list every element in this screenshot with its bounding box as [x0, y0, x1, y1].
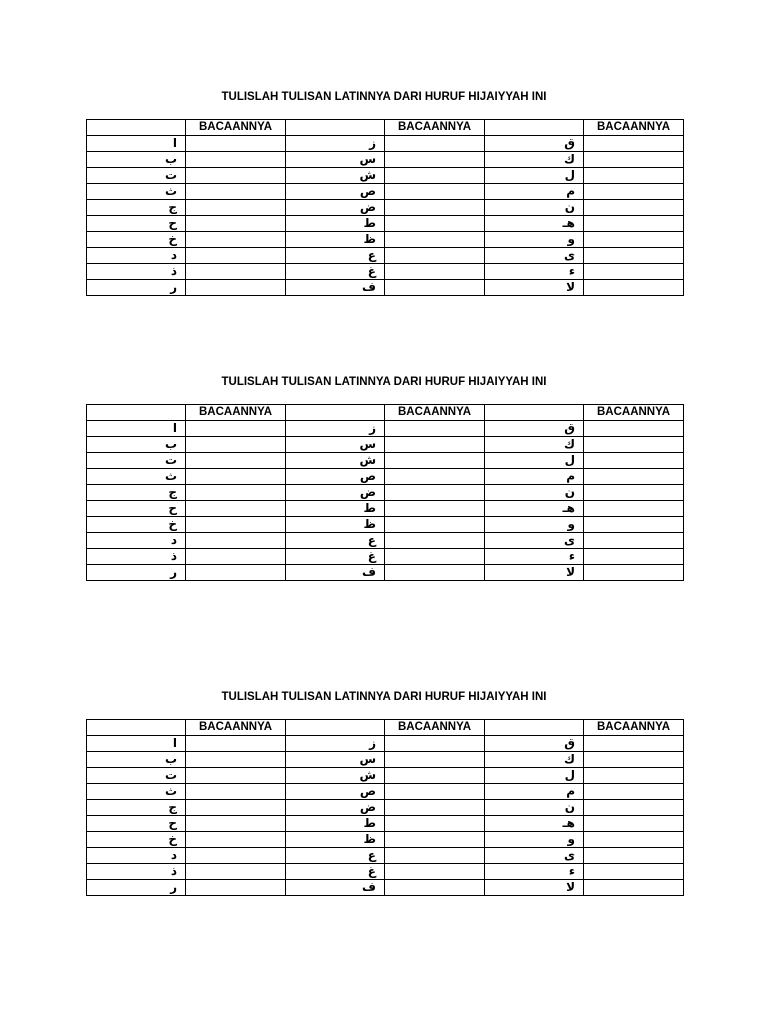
hijaiyah-letter: س [286, 437, 385, 453]
hijaiyah-letter: ء [485, 264, 584, 280]
hijaiyah-letter: ت [87, 453, 186, 469]
hijaiyah-letter: ص [286, 784, 385, 800]
hijaiyah-letter: ث [87, 184, 186, 200]
answer-cell[interactable] [385, 736, 485, 752]
hijaiyah-letter: ل [485, 768, 584, 784]
hijaiyah-letter: و [485, 517, 584, 533]
answer-cell[interactable] [186, 533, 286, 549]
hijaiyah-letter: ل [485, 453, 584, 469]
letter-column-header [286, 720, 385, 736]
answer-cell[interactable] [584, 800, 684, 816]
table-row [87, 784, 684, 800]
bacaannya-header: BACAANNYA [186, 405, 286, 421]
answer-cell[interactable] [385, 152, 485, 168]
answer-cell[interactable] [584, 816, 684, 832]
table-row [87, 248, 684, 264]
table-row [87, 848, 684, 864]
hijaiyah-letter: ا [87, 421, 186, 437]
table-row [87, 453, 684, 469]
answer-cell[interactable] [385, 437, 485, 453]
hijaiyah-letter: ظ [286, 232, 385, 248]
answer-cell[interactable] [584, 200, 684, 216]
hijaiyah-letter: ى [485, 848, 584, 864]
hijaiyah-letter: ض [286, 200, 385, 216]
hijaiyah-letter: ج [87, 485, 186, 501]
hijaiyah-letter: ء [485, 864, 584, 880]
answer-cell[interactable] [186, 136, 286, 152]
answer-cell[interactable] [186, 469, 286, 485]
bacaannya-header: BACAANNYA [186, 120, 286, 136]
hijaiyah-letter: ا [87, 736, 186, 752]
hijaiyah-letter: ع [286, 848, 385, 864]
table-row [87, 752, 684, 768]
answer-cell[interactable] [186, 485, 286, 501]
answer-cell[interactable] [584, 248, 684, 264]
hijaiyah-letter: ز [286, 136, 385, 152]
bacaannya-header: BACAANNYA [186, 720, 286, 736]
letter-column-header [485, 120, 584, 136]
answer-cell[interactable] [584, 421, 684, 437]
hijaiyah-letter: ب [87, 437, 186, 453]
hijaiyah-letter: ت [87, 768, 186, 784]
answer-cell[interactable] [385, 232, 485, 248]
answer-cell[interactable] [385, 848, 485, 864]
answer-cell[interactable] [385, 549, 485, 565]
answer-cell[interactable] [584, 437, 684, 453]
hijaiyah-letter: ف [286, 565, 385, 581]
answer-cell[interactable] [584, 469, 684, 485]
table-row [87, 549, 684, 565]
hijaiyah-table [86, 119, 684, 296]
answer-cell[interactable] [186, 864, 286, 880]
hijaiyah-letter: ح [87, 816, 186, 832]
hijaiyah-letter: ظ [286, 517, 385, 533]
hijaiyah-letter: خ [87, 517, 186, 533]
hijaiyah-letter: ب [87, 152, 186, 168]
hijaiyah-letter: غ [286, 264, 385, 280]
answer-cell[interactable] [186, 768, 286, 784]
hijaiyah-letter: هـ [485, 216, 584, 232]
answer-cell[interactable] [584, 784, 684, 800]
worksheet-1 [86, 88, 682, 296]
hijaiyah-letter: ن [485, 800, 584, 816]
table-row [87, 437, 684, 453]
table-row [87, 216, 684, 232]
hijaiyah-letter: ت [87, 168, 186, 184]
hijaiyah-letter: ق [485, 421, 584, 437]
hijaiyah-letter: د [87, 248, 186, 264]
hijaiyah-letter: ز [286, 421, 385, 437]
hijaiyah-letter: و [485, 832, 584, 848]
answer-cell[interactable] [186, 453, 286, 469]
hijaiyah-letter: ظ [286, 832, 385, 848]
hijaiyah-letter: ق [485, 136, 584, 152]
answer-cell[interactable] [186, 232, 286, 248]
answer-cell[interactable] [186, 437, 286, 453]
answer-cell[interactable] [385, 453, 485, 469]
hijaiyah-letter: ط [286, 501, 385, 517]
table-row [87, 184, 684, 200]
answer-cell[interactable] [584, 232, 684, 248]
table-row [87, 136, 684, 152]
answer-cell[interactable] [385, 248, 485, 264]
hijaiyah-letter: س [286, 752, 385, 768]
hijaiyah-letter: ش [286, 168, 385, 184]
answer-cell[interactable] [584, 485, 684, 501]
table-row [87, 816, 684, 832]
table-row [87, 152, 684, 168]
answer-cell[interactable] [385, 168, 485, 184]
answer-cell[interactable] [385, 280, 485, 296]
answer-cell[interactable] [385, 200, 485, 216]
letter-column-header [286, 405, 385, 421]
hijaiyah-letter: م [485, 184, 584, 200]
table-header-row [87, 720, 684, 736]
worksheet-3 [86, 688, 682, 896]
answer-cell[interactable] [186, 200, 286, 216]
table-row [87, 517, 684, 533]
hijaiyah-letter: م [485, 469, 584, 485]
hijaiyah-letter: ر [87, 565, 186, 581]
answer-cell[interactable] [186, 752, 286, 768]
answer-cell[interactable] [385, 800, 485, 816]
answer-cell[interactable] [385, 752, 485, 768]
answer-cell[interactable] [584, 216, 684, 232]
answer-cell[interactable] [385, 880, 485, 896]
answer-cell[interactable] [186, 565, 286, 581]
hijaiyah-letter: س [286, 152, 385, 168]
hijaiyah-letter: ن [485, 485, 584, 501]
table-row [87, 533, 684, 549]
hijaiyah-letter: د [87, 848, 186, 864]
answer-cell[interactable] [584, 152, 684, 168]
answer-cell[interactable] [584, 168, 684, 184]
table-row [87, 485, 684, 501]
hijaiyah-letter: لا [485, 565, 584, 581]
answer-cell[interactable] [584, 864, 684, 880]
table-row [87, 264, 684, 280]
letter-column-header [87, 720, 186, 736]
hijaiyah-letter: ع [286, 533, 385, 549]
bacaannya-header: BACAANNYA [385, 120, 485, 136]
answer-cell[interactable] [584, 880, 684, 896]
answer-cell[interactable] [385, 565, 485, 581]
letter-column-header [87, 120, 186, 136]
bacaannya-header: BACAANNYA [584, 120, 684, 136]
answer-cell[interactable] [385, 501, 485, 517]
hijaiyah-letter: ذ [87, 549, 186, 565]
hijaiyah-letter: ف [286, 280, 385, 296]
answer-cell[interactable] [584, 184, 684, 200]
answer-cell[interactable] [385, 421, 485, 437]
worksheet-2 [86, 373, 682, 581]
hijaiyah-letter: ز [286, 736, 385, 752]
hijaiyah-letter: ط [286, 816, 385, 832]
answer-cell[interactable] [186, 736, 286, 752]
letter-column-header [485, 720, 584, 736]
answer-cell[interactable] [186, 216, 286, 232]
answer-cell[interactable] [186, 848, 286, 864]
hijaiyah-letter: ب [87, 752, 186, 768]
answer-cell[interactable] [584, 517, 684, 533]
answer-cell[interactable] [584, 768, 684, 784]
letter-column-header [87, 405, 186, 421]
answer-cell[interactable] [385, 264, 485, 280]
table-row [87, 501, 684, 517]
answer-cell[interactable] [186, 280, 286, 296]
bacaannya-header: BACAANNYA [584, 405, 684, 421]
answer-cell[interactable] [584, 848, 684, 864]
hijaiyah-letter: ل [485, 168, 584, 184]
hijaiyah-letter: د [87, 533, 186, 549]
hijaiyah-letter: غ [286, 864, 385, 880]
answer-cell[interactable] [385, 469, 485, 485]
answer-cell[interactable] [385, 784, 485, 800]
hijaiyah-letter: ش [286, 768, 385, 784]
hijaiyah-letter: ى [485, 533, 584, 549]
table-row [87, 768, 684, 784]
hijaiyah-letter: ذ [87, 264, 186, 280]
answer-cell[interactable] [584, 832, 684, 848]
answer-cell[interactable] [186, 784, 286, 800]
bacaannya-header: BACAANNYA [385, 405, 485, 421]
table-row [87, 200, 684, 216]
table-header-row [87, 120, 684, 136]
hijaiyah-letter: ر [87, 880, 186, 896]
answer-cell[interactable] [584, 501, 684, 517]
hijaiyah-table [86, 719, 684, 896]
worksheet-title: TULISLAH TULISAN LATINNYA DARI HURUF HIJAIYYAH INI [221, 91, 547, 103]
answer-cell[interactable] [186, 832, 286, 848]
hijaiyah-letter: و [485, 232, 584, 248]
answer-cell[interactable] [584, 453, 684, 469]
hijaiyah-letter: ض [286, 485, 385, 501]
hijaiyah-letter: لا [485, 880, 584, 896]
table-row [87, 864, 684, 880]
answer-cell[interactable] [385, 485, 485, 501]
worksheet-title: TULISLAH TULISAN LATINNYA DARI HURUF HIJAIYYAH INI [221, 691, 547, 703]
answer-cell[interactable] [385, 768, 485, 784]
table-row [87, 280, 684, 296]
hijaiyah-letter: غ [286, 549, 385, 565]
table-row [87, 736, 684, 752]
hijaiyah-letter: خ [87, 232, 186, 248]
answer-cell[interactable] [385, 533, 485, 549]
hijaiyah-table [86, 404, 684, 581]
answer-cell[interactable] [584, 549, 684, 565]
hijaiyah-letter: هـ [485, 501, 584, 517]
answer-cell[interactable] [385, 816, 485, 832]
answer-cell[interactable] [385, 184, 485, 200]
hijaiyah-letter: ض [286, 800, 385, 816]
hijaiyah-letter: م [485, 784, 584, 800]
table-row [87, 232, 684, 248]
hijaiyah-letter: ح [87, 501, 186, 517]
answer-cell[interactable] [584, 533, 684, 549]
table-header-row [87, 405, 684, 421]
answer-cell[interactable] [584, 752, 684, 768]
hijaiyah-letter: ك [485, 437, 584, 453]
answer-cell[interactable] [584, 736, 684, 752]
hijaiyah-letter: ص [286, 184, 385, 200]
hijaiyah-letter: ط [286, 216, 385, 232]
hijaiyah-letter: ك [485, 152, 584, 168]
answer-cell[interactable] [385, 864, 485, 880]
hijaiyah-letter: ء [485, 549, 584, 565]
answer-cell[interactable] [186, 816, 286, 832]
hijaiyah-letter: خ [87, 832, 186, 848]
answer-cell[interactable] [186, 264, 286, 280]
table-row [87, 421, 684, 437]
hijaiyah-letter: ن [485, 200, 584, 216]
hijaiyah-letter: ش [286, 453, 385, 469]
bacaannya-header: BACAANNYA [584, 720, 684, 736]
hijaiyah-letter: ث [87, 784, 186, 800]
hijaiyah-letter: ف [286, 880, 385, 896]
hijaiyah-letter: ق [485, 736, 584, 752]
answer-cell[interactable] [186, 501, 286, 517]
letter-column-header [286, 120, 385, 136]
answer-cell[interactable] [186, 421, 286, 437]
table-row [87, 800, 684, 816]
answer-cell[interactable] [584, 136, 684, 152]
answer-cell[interactable] [584, 280, 684, 296]
hijaiyah-letter: ك [485, 752, 584, 768]
answer-cell[interactable] [385, 517, 485, 533]
hijaiyah-letter: ج [87, 800, 186, 816]
table-row [87, 168, 684, 184]
table-row [87, 469, 684, 485]
hijaiyah-letter: ى [485, 248, 584, 264]
hijaiyah-letter: ر [87, 280, 186, 296]
hijaiyah-letter: ج [87, 200, 186, 216]
answer-cell[interactable] [186, 248, 286, 264]
hijaiyah-letter: ذ [87, 864, 186, 880]
table-row [87, 565, 684, 581]
bacaannya-header: BACAANNYA [385, 720, 485, 736]
table-row [87, 832, 684, 848]
hijaiyah-letter: ع [286, 248, 385, 264]
hijaiyah-letter: ا [87, 136, 186, 152]
answer-cell[interactable] [584, 565, 684, 581]
answer-cell[interactable] [186, 517, 286, 533]
answer-cell[interactable] [385, 216, 485, 232]
answer-cell[interactable] [186, 549, 286, 565]
hijaiyah-letter: ح [87, 216, 186, 232]
answer-cell[interactable] [385, 832, 485, 848]
hijaiyah-letter: ص [286, 469, 385, 485]
answer-cell[interactable] [186, 152, 286, 168]
answer-cell[interactable] [186, 168, 286, 184]
letter-column-header [485, 405, 584, 421]
hijaiyah-letter: هـ [485, 816, 584, 832]
hijaiyah-letter: ث [87, 469, 186, 485]
answer-cell[interactable] [584, 264, 684, 280]
hijaiyah-letter: لا [485, 280, 584, 296]
answer-cell[interactable] [186, 184, 286, 200]
worksheet-title: TULISLAH TULISAN LATINNYA DARI HURUF HIJAIYYAH INI [221, 376, 547, 388]
answer-cell[interactable] [186, 880, 286, 896]
answer-cell[interactable] [385, 136, 485, 152]
answer-cell[interactable] [186, 800, 286, 816]
table-row [87, 880, 684, 896]
